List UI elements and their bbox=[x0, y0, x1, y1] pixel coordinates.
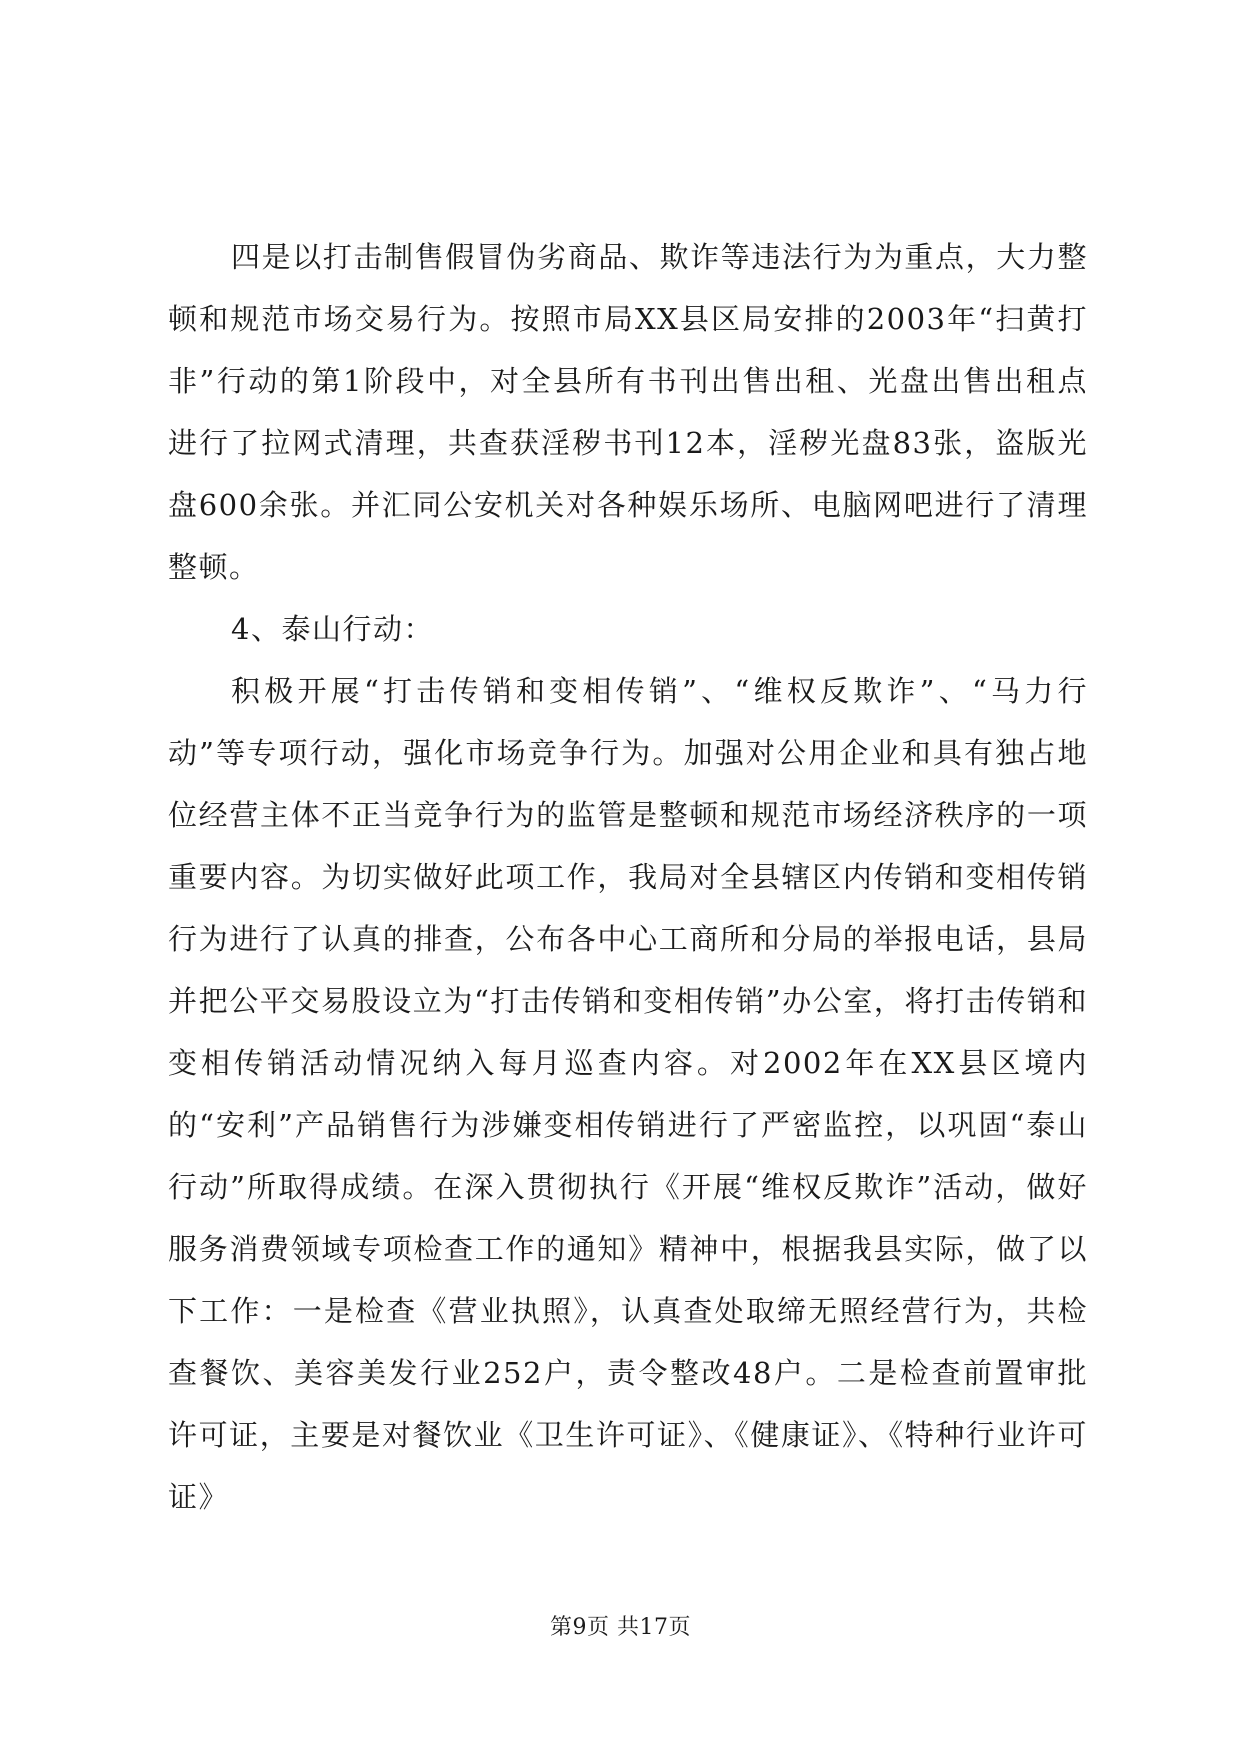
page-number-footer: 第9页 共17页 bbox=[550, 1615, 691, 1640]
paragraph-taishan-action: 积极开展“打击传销和变相传销”、“维权反欺诈”、“马力行动”等专项行动，强化市场竞争行为。加强对公用企业和具有独占地位经营主体不正当竞争行为的监管是整顿和规范市场经济秩序的一项重要内容。为切实做好此项工作，我局对全县辖区内传销和变相传销行为进行了认真的排查，公布各中心工商所和分局的举报电话，县局并把公平交易股设立为“打击传销和变相传销”办公室，将打击传销和变相传销活动情况纳入每月巡查内容。对2002年在XX县区境内的“安利”产品销售行为涉嫌变相传销进行了严密监控，以巩固“泰山行动”所取得成绩。在深入贯彻执行《开展“维权反欺诈”活动，做好服务消费领域专项检查工作的通知》精神中，根据我县实际，做了以下工作：一是检查《营业执照》，认真查处取缔无照经营行为，共检查餐饮、美容美发行业252户，责令整改48户。二是检查前置审批许可证，主要是对餐饮业《卫生许可证》、《健康证》、《特种行业许可证》 bbox=[168, 674, 1088, 1514]
document-body bbox=[168, 226, 1088, 1528]
section-heading-taishan-action: 4、泰山行动： bbox=[231, 612, 434, 646]
paragraph-crackdown-counterfeit: 四是以打击制售假冒伪劣商品、欺诈等违法行为为重点，大力整顿和规范市场交易行为。按照市局XX县区局安排的2003年“扫黄打非”行动的第1阶段中，对全县所有书刊出售出租、光盘出售出租点进行了拉网式清理，共查获淫秽书刊12本，淫秽光盘83张，盗版光盘600余张。并汇同公安机关对各种娱乐场所、电脑网吧进行了清理整顿。 bbox=[168, 240, 1088, 584]
